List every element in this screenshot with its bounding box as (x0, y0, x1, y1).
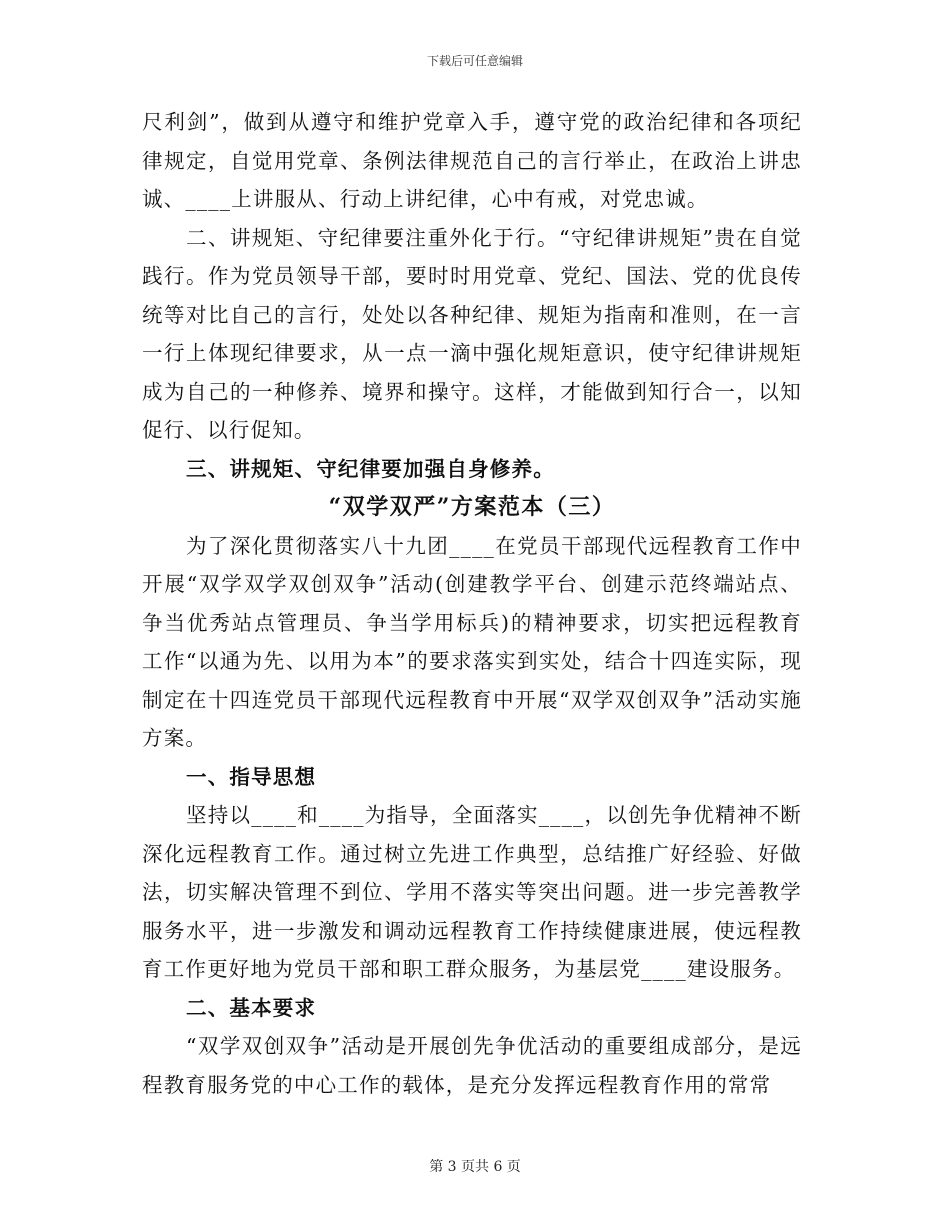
paragraph-continuation: 尺利剑”，做到从遵守和维护党章入手，遵守党的政治纪律和各项纪律规定，自觉用党章、条例法律规范自己的言行举止，在政治上讲忠诚、____上讲服从、行动上讲纪律，心中有戒，对党忠诚。 (142, 110, 802, 211)
document-body (142, 103, 802, 1104)
paragraph-basic-requirements: “双学双创双争”活动是开展创先争优活动的重要组成部分，是远程教育服务党的中心工作的载体，是充分发挥远程教育作用的常常 (142, 1034, 802, 1097)
page-header: 下载后可任意编辑 (426, 54, 523, 68)
heading-guiding-thought: 一、指导思想 (186, 764, 317, 789)
paragraph-section-three-heading: 三、讲规矩、守纪律要加强自身修养。 (186, 456, 555, 481)
document-title: “双学双严”方案范本（三） (328, 494, 616, 520)
paragraph-section-two: 二、讲规矩、守纪律要注重外化于行。“守纪律讲规矩”贵在自觉践行。作为党员领导干部，要时时用党章、党纪、国法、党的优良传统等对比自己的言行，处处以各种纪律、规矩为指南和准则，在一言一行上体现纪律要求，从一点一滴中强化规矩意识，使守纪律讲规矩成为自己的一种修养、境界和操守。这样，才能做到知行合一，以知促行、以行促知。 (142, 225, 802, 442)
paragraph-intro: 为了深化贯彻落实八十九团____在党员干部现代远程教育工作中开展“双学双学双创双争”活动(创建教学平台、创建示范终端站点、争当优秀站点管理员、争当学用标兵)的精神要求，切实把远程教育工作“以通为先、以用为本”的要求落实到实处，结合十四连实际，现制定在十四连党员干部现代远程教育中开展“双学双创双争”活动实施方案。 (142, 533, 802, 750)
paragraph-guiding-thought: 坚持以____和____为指导，全面落实____，以创先争优精神不断深化远程教育工作。通过树立先进工作典型，总结推广好经验、好做法，切实解决管理不到位、学用不落实等突出问题。进一步完善教学服务水平，进一步激发和调动远程教育工作持续健康进展，使远程教育工作更好地为党员干部和职工群众服务，为基层党____建设服务。 (142, 803, 802, 981)
heading-basic-requirements: 二、基本要求 (186, 995, 317, 1020)
page-footer: 第 3 页共 6 页 (429, 1159, 521, 1175)
